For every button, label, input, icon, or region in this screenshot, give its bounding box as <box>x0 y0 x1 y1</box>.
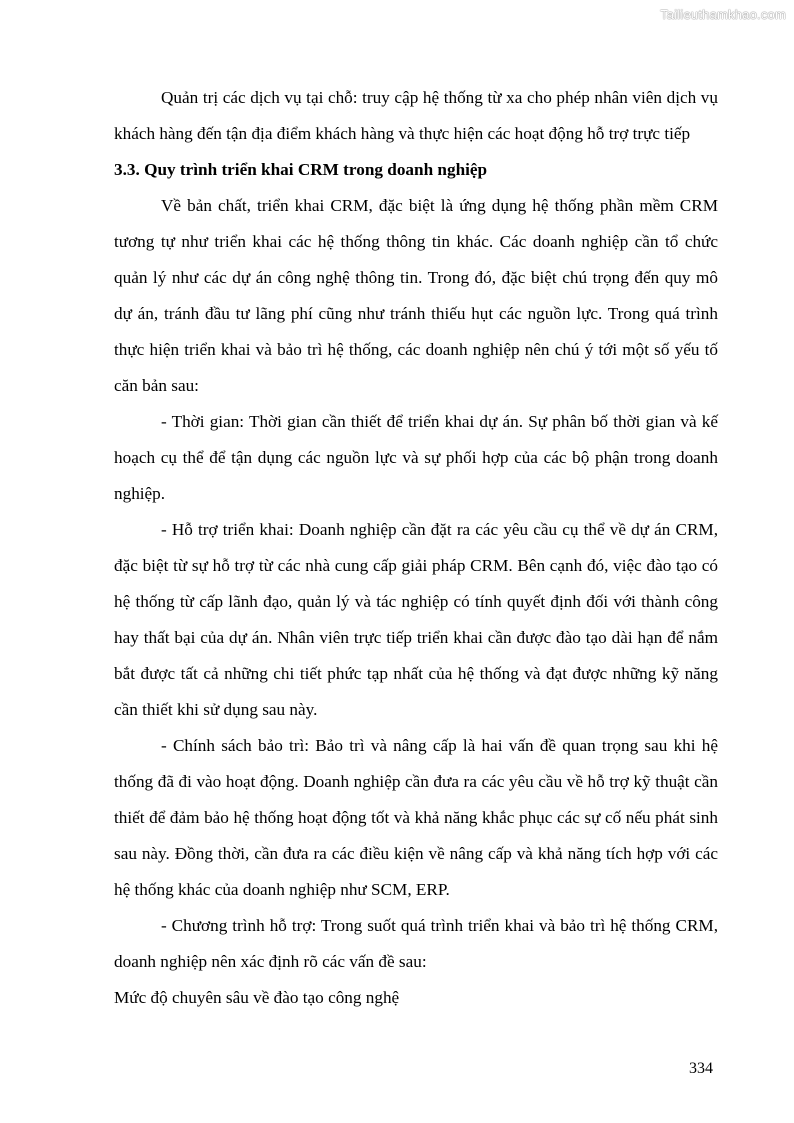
paragraph-program: - Chương trình hỗ trợ: Trong suốt quá trình triển khai và bảo trì hệ thống CRM, doanh nghiệp nên xác định rõ các vấn đề sau: <box>114 916 718 971</box>
section-heading: 3.3. Quy trình triển khai CRM trong doanh nghiệp <box>114 160 488 179</box>
paragraph-onsite-services: Quản trị các dịch vụ tại chỗ: truy cập hệ thống từ xa cho phép nhân viên dịch vụ khách hàng đến tận địa điểm khách hàng và thực hiện các hoạt động hỗ trợ trực tiếp <box>114 88 718 143</box>
paragraph-last-line: Mức độ chuyên sâu về đào tạo công nghệ <box>114 988 400 1007</box>
paragraph-intro: Về bản chất, triển khai CRM, đặc biệt là ứng dụng hệ thống phần mềm CRM tương tự như triển khai các hệ thống thông tin khác. Các doanh nghiệp cần tổ chức quản lý như các dự án công nghệ thông tin. Trong đó, đặc biệt chú trọng đến quy mô dự án, tránh đầu tư lãng phí cũng như tránh thiếu hụt các nguồn lực. Trong quá trình thực hiện triển khai và bảo trì hệ thống, các doanh nghiệp nên chú ý tới một số yếu tố căn bản sau: <box>114 196 718 395</box>
paragraph-time: - Thời gian: Thời gian cần thiết để triển khai dự án. Sự phân bố thời gian và kế hoạch cụ thể để tận dụng các nguồn lực và sự phối hợp của các bộ phận trong doanh nghiệp. <box>114 412 718 503</box>
paragraph-maintenance: - Chính sách bảo trì: Bảo trì và nâng cấp là hai vấn đề quan trọng sau khi hệ thống đã đi vào hoạt động. Doanh nghiệp cần đưa ra các yêu cầu về hỗ trợ kỹ thuật cần thiết để đảm bảo hệ thống hoạt động tốt và khả năng khắc phục các sự cố nếu phát sinh sau này. Đồng thời, cần đưa ra các điều kiện về nâng cấp và khả năng tích hợp với các hệ thống khác của doanh nghiệp như SCM, ERP. <box>114 736 718 899</box>
paragraph-support: - Hỗ trợ triển khai: Doanh nghiệp cần đặt ra các yêu cầu cụ thể về dự án CRM, đặc biệt từ sự hỗ trợ từ các nhà cung cấp giải pháp CRM. Bên cạnh đó, việc đào tạo có hệ thống từ cấp lãnh đạo, quản lý và tác nghiệp có tính quyết định đối với thành công hay thất bại của dự án. Nhân viên trực tiếp triển khai cần được đào tạo dài hạn để nắm bắt được tất cả những chi tiết phức tạp nhất của hệ thống và đạt được những kỹ năng cần thiết khi sử dụng sau này. <box>114 520 718 719</box>
document-body <box>114 80 718 1016</box>
page-number: 334 <box>689 1060 713 1077</box>
watermark: Tailieuthamkhao.com <box>660 7 786 22</box>
